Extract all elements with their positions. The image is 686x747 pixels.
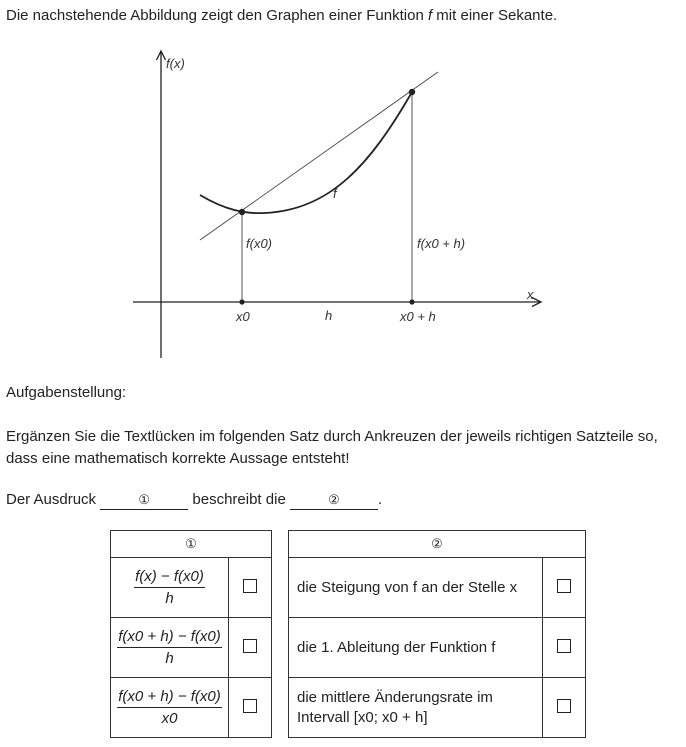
sentence-part1: Der Ausdruck	[6, 491, 97, 508]
point-x0h	[409, 89, 415, 95]
tick-label-x0h: x0 + h	[400, 309, 436, 324]
y-axis-label: f(x)	[166, 56, 185, 71]
options-table-2	[288, 530, 586, 738]
options-table-1	[110, 530, 272, 738]
value-label-right: f(x0 + h)	[417, 236, 466, 251]
table2-checkbox-3[interactable]	[557, 699, 571, 713]
intro-after: mit einer Sekante.	[432, 7, 558, 24]
sentence-part2: beschreibt die	[192, 491, 286, 508]
gap-2: ②	[290, 491, 378, 510]
table1-row	[111, 558, 272, 618]
fraction-2	[117, 628, 222, 667]
table1-row	[111, 678, 272, 738]
fraction-1	[134, 568, 205, 607]
table1-checkbox-2[interactable]	[243, 639, 257, 653]
x-axis-label: x	[527, 287, 534, 302]
tick-label-x0: x0	[236, 309, 250, 324]
table1-header: ①	[111, 531, 272, 558]
task-instructions: Ergänzen Sie die Textlücken im folgenden Satz durch Ankreuzen der jeweils richtigen Satzteile so, dass eine mathematisch korrekte Aussage entsteht!	[6, 428, 658, 467]
fraction-1-numerator: f(x) − f(x0)	[134, 568, 205, 588]
table2-row	[289, 618, 586, 678]
table2-checkbox-2[interactable]	[557, 639, 571, 653]
table2-checkbox-cell-2	[543, 618, 586, 678]
table2-checkbox-cell-3	[543, 678, 586, 738]
table1-row	[111, 618, 272, 678]
table2-checkbox-cell-1	[543, 558, 586, 618]
curve-label: f	[333, 186, 337, 201]
intro-function-var: f	[427, 7, 433, 24]
tick-point-x0	[239, 299, 244, 304]
secant-line	[200, 72, 438, 240]
table2-option-2: die 1. Ableitung der Funktion f	[289, 618, 543, 678]
fraction-2-numerator: f(x0 + h) − f(x0)	[117, 628, 222, 648]
value-label-left: f(x0)	[246, 236, 272, 251]
table1-checkbox-cell-3	[229, 678, 272, 738]
table2-header: ②	[289, 531, 586, 558]
table1-option-3	[111, 678, 229, 738]
fraction-1-denominator: h	[165, 590, 174, 607]
fraction-2-denominator: h	[165, 650, 174, 667]
function-graph	[0, 0, 686, 370]
task-heading: Aufgabenstellung:	[6, 384, 127, 401]
gap-1: ①	[100, 491, 188, 510]
cloze-sentence	[6, 490, 382, 510]
table1-checkbox-cell-1	[229, 558, 272, 618]
table2-row	[289, 678, 586, 738]
intro-before: Die nachstehende Abbildung zeigt den Graphen einer Funktion	[6, 7, 428, 24]
table2-option-1: die Steigung von f an der Stelle x	[289, 558, 543, 618]
point-x0	[239, 209, 245, 215]
table1-checkbox-3[interactable]	[243, 699, 257, 713]
tick-label-h: h	[325, 308, 333, 323]
fraction-3-denominator: x0	[161, 710, 178, 727]
table1-checkbox-cell-2	[229, 618, 272, 678]
table2-option-3: die mittlere Änderungsrate im Intervall [x0; x0 + h]	[289, 678, 543, 738]
sentence-end: .	[377, 491, 383, 508]
tick-point-x0h	[409, 299, 414, 304]
table2-checkbox-1[interactable]	[557, 579, 571, 593]
table1-checkbox-1[interactable]	[243, 579, 257, 593]
fraction-3	[117, 688, 222, 727]
table1-option-2	[111, 618, 229, 678]
table2-row	[289, 558, 586, 618]
table1-option-1	[111, 558, 229, 618]
fraction-3-numerator: f(x0 + h) − f(x0)	[117, 688, 222, 708]
function-curve	[200, 92, 412, 213]
